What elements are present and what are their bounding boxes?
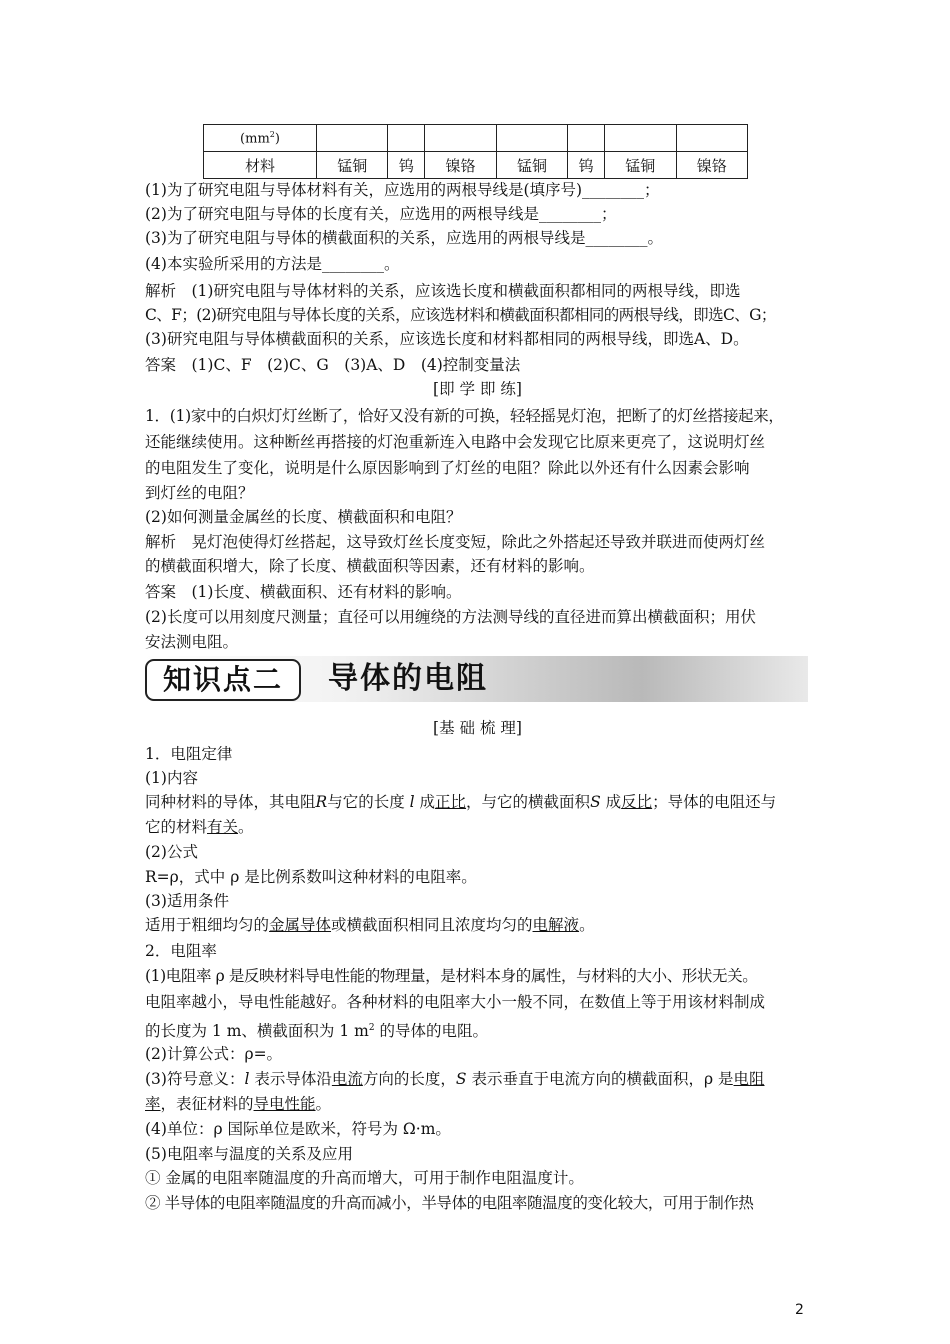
law-text: [145, 815, 254, 839]
rho-text: ② 半导体的电阻率随温度的升高而减小，半导体的电阻率随温度的变化较大，可用于制作热: [145, 1194, 754, 1212]
table-cell-label: [204, 125, 317, 152]
law-subheading: (3)适用条件: [145, 892, 229, 910]
practice-answer-line: (2)长度可以用刻度尺测量；直径可以用缠绕的方法测导线的直径进而算出横截面积；用伏: [145, 608, 756, 626]
text: 。: [315, 1095, 332, 1113]
table-cell: [605, 125, 676, 152]
practice-analysis-line: 的横截面积增大，除了长度、横截面积等因素，还有材料的影响。: [145, 557, 595, 575]
practice-line: 还能继续使用。这种断丝再搭接的灯泡重新连入电路中会发现它比原来更亮了，这说明灯丝: [145, 433, 766, 451]
unit-label-end: ): [274, 131, 280, 147]
text: 与它的长度: [327, 793, 410, 811]
table-cell: [496, 125, 567, 152]
rho-text: [145, 1016, 488, 1043]
rho-text: [145, 1067, 765, 1091]
table-cell: [317, 125, 388, 152]
table-row: [204, 152, 748, 179]
question-1: (1)为了研究电阻与导体材料有关，应选用的两根导线是(填序号)________；: [145, 181, 660, 199]
underlined-term: 电解液: [532, 916, 580, 934]
table-cell: [568, 125, 605, 152]
symbol-s: S: [455, 1070, 467, 1088]
text: ，与它的横截面积: [466, 793, 591, 811]
materials-table: [203, 124, 748, 179]
law-text: [145, 790, 776, 814]
rho-text: (5)电阻率与温度的关系及应用: [145, 1145, 353, 1163]
practice-line: 到灯丝的电阻？: [145, 484, 254, 502]
rho-text: (4)单位：ρ 国际单位是欧米，符号为 Ω·m。: [145, 1120, 451, 1138]
section-banner: [143, 656, 808, 702]
text: 成: [600, 793, 622, 811]
question-3: (3)为了研究电阻与导体的横截面积的关系，应选用的两根导线是________。: [145, 229, 663, 247]
rho-text: (1)电阻率 ρ 是反映材料导电性能的物理量，是材料本身的属性，与材料的大小、形状无关。: [145, 967, 758, 985]
practice-line: 1．(1)家中的白炽灯灯丝断了，恰好又没有新的可换，轻轻摇晃灯泡，把断了的灯丝搭接起来，: [145, 407, 784, 425]
practice-heading: [即 学 即 练]: [433, 380, 522, 398]
answer-line: 答案 (1)C、F (2)C、G (3)A、D (4)控制变量法: [145, 356, 521, 374]
question-2: (2)为了研究电阻与导体的长度有关，应选用的两根导线是________；: [145, 205, 617, 223]
unit-sup: 2: [269, 129, 275, 139]
underlined-term: 金属导体: [269, 916, 332, 934]
basics-heading: [基 础 梳 理]: [433, 719, 522, 737]
analysis-line: (3)研究电阻与导体横截面积的关系，应该选长度和材料都相同的两根导线，即选A、D。: [145, 330, 749, 348]
table-cell: [388, 125, 425, 152]
underlined-term: 有关: [207, 818, 239, 836]
table-cell: 锰铜: [317, 152, 388, 179]
analysis-line: C、F；(2)研究电阻与导体长度的关系，应该选材料和横截面积都相同的两根导线，即选C、G；: [145, 306, 776, 324]
rho-heading: 2．电阻率: [145, 942, 217, 960]
symbol-s: S: [590, 793, 601, 811]
text: 方向的长度，: [362, 1070, 456, 1088]
underlined-term: 电阻: [733, 1070, 765, 1088]
text: 的长度为 1 m、横截面积为 1 m: [145, 1022, 369, 1041]
practice-line: 的电阻发生了变化，说明是什么原因影响到了灯丝的电阻？除此以外还有什么因素会影响: [145, 459, 750, 477]
text: 表示垂直于电流方向的横截面积，ρ 是: [466, 1070, 734, 1088]
practice-answer-line: 答案 (1)长度、横截面积、还有材料的影响。: [145, 583, 462, 601]
table-cell: 镍铬: [425, 152, 496, 179]
section-title: 导体的电阻: [328, 661, 488, 696]
practice-line: (2)如何测量金属丝的长度、横截面积和电阻？: [145, 508, 462, 526]
text: 或横截面积相同且浓度均匀的: [331, 916, 533, 934]
analysis-line: 解析 (1)研究电阻与导体材料的关系，应该选长度和横截面积都相同的两根导线，即选: [145, 282, 741, 300]
underlined-term: 导电性能: [253, 1095, 316, 1113]
law-subheading: (2)公式: [145, 843, 198, 861]
text: 的导体的电阻。: [374, 1022, 488, 1041]
text: ；导体的电阻还与: [652, 793, 777, 811]
text: 适用于粗细均匀的: [145, 916, 270, 934]
text: 。: [579, 916, 595, 934]
unit-label: (mm: [240, 131, 270, 147]
table-cell: 锰铜: [496, 152, 567, 179]
underlined-term: 反比: [621, 793, 653, 811]
text: 同种材料的导体，其电阻: [145, 793, 316, 811]
section-tag: 知识点二: [145, 659, 301, 701]
table-cell: 钨: [388, 152, 425, 179]
law-text: [145, 913, 595, 937]
symbol-l: l: [409, 793, 415, 811]
sup: 2: [368, 1023, 375, 1033]
question-4: (4)本实验所采用的方法是________。: [145, 255, 400, 273]
law-heading: 1．电阻定律: [145, 745, 233, 763]
symbol-r: R: [315, 793, 328, 811]
rho-text: 电阻率越小，导电性能越好。各种材料的电阻率大小一般不同，在数值上等于用该材料制成: [145, 993, 766, 1011]
underlined-term: 电流: [331, 1070, 363, 1088]
table-cell: 钨: [568, 152, 605, 179]
text: 。: [238, 818, 254, 836]
table-cell: 锰铜: [605, 152, 676, 179]
table-cell: [676, 125, 747, 152]
practice-analysis-line: 解析 晃灯泡使得灯丝搭起，这导致灯丝长度变短，除此之外搭起还导致并联进而使两灯丝: [145, 533, 766, 551]
practice-answer-line: 安法测电阻。: [145, 633, 239, 651]
text: 表示导体沿: [249, 1070, 332, 1088]
law-formula: R=ρ，式中 ρ 是比例系数叫这种材料的电阻率。: [145, 868, 477, 886]
page-number: 2: [795, 1302, 804, 1318]
text: 成: [414, 793, 436, 811]
table-cell-label: 材料: [204, 152, 317, 179]
rho-text: (2)计算公式：ρ=。: [145, 1045, 283, 1063]
table-row: [204, 125, 748, 152]
rho-text: [145, 1092, 331, 1116]
law-subheading: (1)内容: [145, 769, 198, 787]
table-cell: [425, 125, 496, 152]
table-cell: 镍铬: [676, 152, 747, 179]
symbol-l: l: [244, 1070, 250, 1088]
text: ，表征材料的: [160, 1095, 254, 1113]
rho-text: ① 金属的电阻率随温度的升高而增大，可用于制作电阻温度计。: [145, 1169, 584, 1187]
underlined-term: 正比: [435, 793, 467, 811]
text: 它的材料: [145, 818, 208, 836]
text: (3)符号意义：: [145, 1070, 245, 1088]
underlined-term: 率: [145, 1095, 161, 1113]
